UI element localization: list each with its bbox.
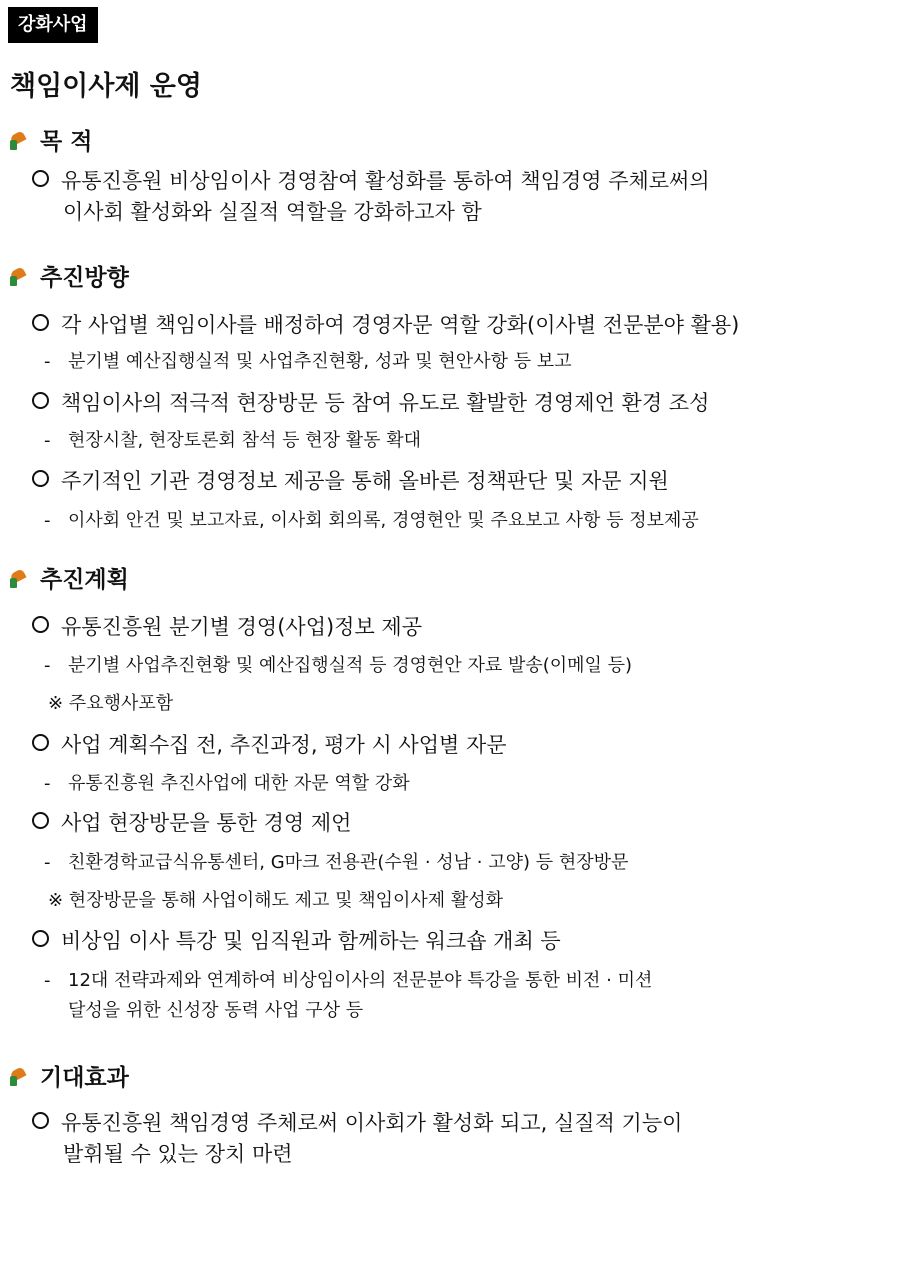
leaf-bullet-icon <box>10 1068 28 1086</box>
section-heading-plan <box>10 563 129 597</box>
list-item <box>32 1108 682 1170</box>
sub-item <box>44 426 421 456</box>
item-text-continued: 발휘될 수 있는 장치 마련 <box>63 1142 293 1166</box>
sub-item-text: 12대 전략과제와 연계하여 비상임이사의 전문분야 특강을 통한 비전 · 미션 <box>68 970 653 991</box>
item-text: 주기적인 기관 경영정보 제공을 통해 올바른 정책판단 및 자문 지원 <box>61 469 669 493</box>
sub-item-text: 이사회 안건 및 보고자료, 이사회 회의록, 경영현안 및 주요보고 사항 등 정보제공 <box>68 510 699 531</box>
section-heading-label: 추진계획 <box>40 567 129 593</box>
list-item <box>32 310 739 341</box>
circle-bullet-icon <box>32 1112 49 1129</box>
note-text: ※ 주요행사포함 <box>48 693 174 714</box>
item-text: 사업 현장방문을 통한 경영 제언 <box>61 811 352 835</box>
category-tag: 강화사업 <box>8 7 98 43</box>
sub-item-text: 분기별 사업추진현황 및 예산집행실적 등 경영현안 자료 발송(이메일 등) <box>68 655 633 676</box>
dash-marker: - <box>44 773 51 794</box>
item-text: 유통진흥원 비상임이사 경영참여 활성화를 통하여 책임경영 주체로써의 <box>61 169 710 193</box>
item-text: 책임이사의 적극적 현장방문 등 참여 유도로 활발한 경영제언 환경 조성 <box>61 391 710 415</box>
leaf-bullet-icon <box>10 570 28 588</box>
leaf-bullet-icon <box>10 132 28 150</box>
dash-marker: - <box>44 351 51 372</box>
section-heading-purpose <box>10 125 92 159</box>
list-item <box>32 730 507 761</box>
sub-item <box>44 848 628 878</box>
circle-bullet-icon <box>32 470 49 487</box>
sub-item-text: 유통진흥원 추진사업에 대한 자문 역할 강화 <box>68 773 410 794</box>
circle-bullet-icon <box>32 616 49 633</box>
list-item <box>32 466 669 497</box>
sub-item <box>44 347 572 377</box>
sub-item-text-continued: 달성을 위한 신성장 동력 사업 구상 등 <box>68 1000 364 1021</box>
sub-item <box>44 506 699 536</box>
note-text: ※ 현장방문을 통해 사업이해도 제고 및 책임이사제 활성화 <box>48 890 504 911</box>
item-text: 비상임 이사 특강 및 임직원과 함께하는 워크숍 개최 등 <box>61 929 561 953</box>
dash-marker: - <box>44 510 51 531</box>
dash-marker: - <box>44 852 51 873</box>
item-text: 유통진흥원 책임경영 주체로써 이사회가 활성화 되고, 실질적 기능이 <box>61 1111 683 1135</box>
item-text: 각 사업별 책임이사를 배정하여 경영자문 역할 강화(이사별 전문분야 활용) <box>61 313 740 337</box>
circle-bullet-icon <box>32 734 49 751</box>
list-item <box>32 166 710 228</box>
section-heading-label: 목 적 <box>40 129 93 155</box>
page-title: 책임이사제 운영 <box>10 71 202 102</box>
section-heading-label: 추진방향 <box>40 265 129 291</box>
dash-marker: - <box>44 970 51 991</box>
circle-bullet-icon <box>32 812 49 829</box>
section-heading-effect <box>10 1061 129 1095</box>
sub-item-text: 분기별 예산집행실적 및 사업추진현황, 성과 및 현안사항 등 보고 <box>68 351 572 372</box>
list-item <box>32 612 422 643</box>
item-text: 유통진흥원 분기별 경영(사업)정보 제공 <box>61 615 422 639</box>
sub-item <box>44 769 410 799</box>
section-heading-label: 기대효과 <box>40 1065 129 1091</box>
list-item <box>32 926 561 957</box>
dash-marker: - <box>44 430 51 451</box>
sub-item-text: 친환경학교급식유통센터, G마크 전용관(수원 · 성남 · 고양) 등 현장방문 <box>68 852 629 873</box>
circle-bullet-icon <box>32 170 49 187</box>
circle-bullet-icon <box>32 930 49 947</box>
circle-bullet-icon <box>32 392 49 409</box>
circle-bullet-icon <box>32 314 49 331</box>
sub-item <box>44 966 652 1026</box>
sub-item <box>44 651 632 681</box>
list-item <box>32 388 709 419</box>
section-heading-direction <box>10 261 129 295</box>
item-text-continued: 이사회 활성화와 실질적 역할을 강화하고자 함 <box>63 200 482 224</box>
dash-marker: - <box>44 655 51 676</box>
leaf-bullet-icon <box>10 268 28 286</box>
item-text: 사업 계획수집 전, 추진과정, 평가 시 사업별 자문 <box>61 733 507 757</box>
sub-item-text: 현장시찰, 현장토론회 참석 등 현장 활동 확대 <box>68 430 422 451</box>
list-item <box>32 808 351 839</box>
